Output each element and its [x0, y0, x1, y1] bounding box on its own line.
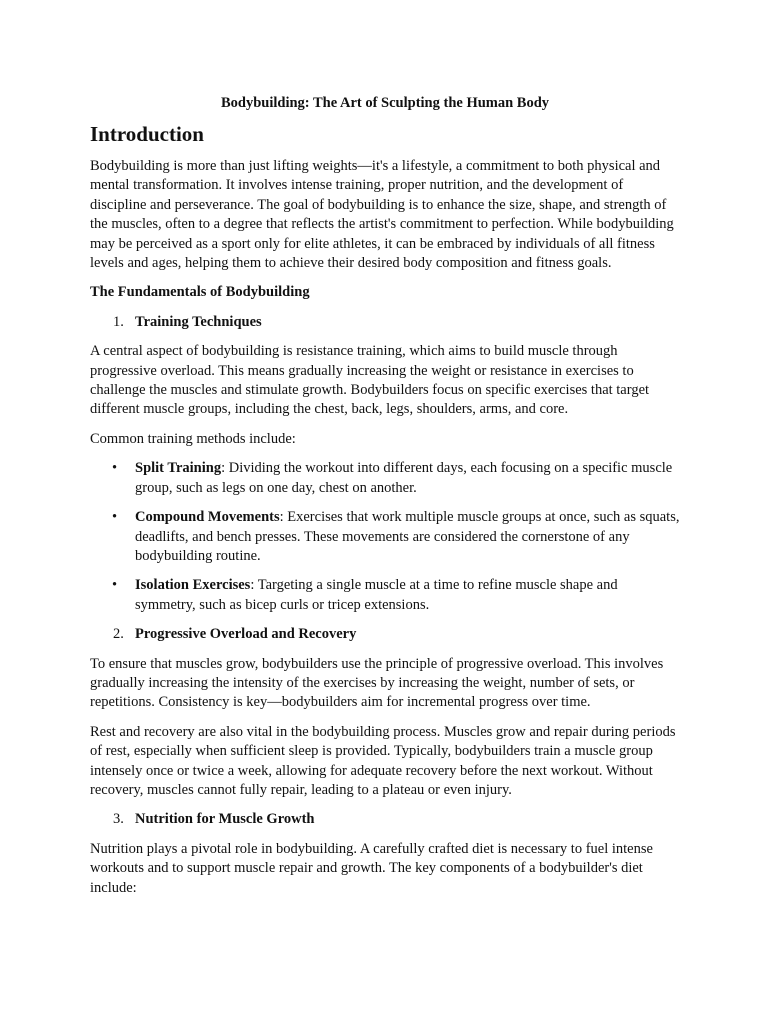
fundamentals-heading: The Fundamentals of Bodybuilding	[90, 284, 310, 301]
section-1-paragraph-2: Common training methods include:	[90, 430, 296, 447]
section-3-number: 3.	[113, 811, 124, 828]
section-3-paragraph-1: Nutrition plays a pivotal role in bodybuilding. A carefully crafted diet is necessary to fuel intense workouts and to support muscle repair and growth. The key components of a bodybuilder's diet include:	[90, 840, 653, 896]
list-item-term: Compound Movements	[135, 509, 280, 526]
bullet-icon: •	[112, 460, 118, 477]
list-item-term: Split Training	[135, 460, 222, 477]
list-item	[90, 459, 680, 498]
list-item-text: : Exercises that work multiple muscle groups at once, such as squats, deadlifts, and bench presses. These movements are considered the cornerstone of any bodybuilding routine.	[135, 509, 680, 564]
bullet-icon: •	[112, 509, 118, 526]
document-page	[90, 94, 680, 908]
section-2-paragraph-1: To ensure that muscles grow, bodybuilders use the principle of progressive overload. This involves gradually increasing the intensity of the exercises by increasing the weight, number of sets, or repetitions. Consistency is key—bodybuilders aim for incremental progress over time.	[90, 655, 664, 711]
list-item-text: : Dividing the workout into different days, each focusing on a specific muscle group, such as legs on one day, chest on another.	[135, 460, 673, 496]
list-item	[90, 508, 680, 566]
section-1-paragraph-1: A central aspect of bodybuilding is resistance training, which aims to build muscle through progressive overload. This means gradually increasing the weight or resistance in exercises to challenge the muscles and stimulate growth. Bodybuilders focus on specific exercises that target different muscle groups, including the chest, back, legs, shoulders, arms, and core.	[90, 343, 650, 418]
document-title: Bodybuilding: The Art of Sculpting the Human Body	[220, 95, 550, 111]
list-item-text: : Targeting a single muscle at a time to refine muscle shape and symmetry, such as bicep curls or tricep extensions.	[135, 577, 618, 613]
section-1-heading	[90, 313, 680, 332]
training-methods-list	[90, 459, 680, 615]
introduction-heading: Introduction	[90, 122, 204, 146]
section-1-number: 1.	[113, 313, 124, 330]
section-3-title: Nutrition for Muscle Growth	[135, 811, 315, 828]
section-2-number: 2.	[113, 626, 124, 643]
section-2-title: Progressive Overload and Recovery	[135, 626, 357, 643]
section-2-paragraph-2: Rest and recovery are also vital in the bodybuilding process. Muscles grow and repair during periods of rest, especially when sufficient sleep is provided. Typically, bodybuilders train a muscle group intensely once or twice a week, allowing for adequate recovery before the next workout. Without recovery, muscles cannot fully repair, leading to a plateau or even injury.	[90, 723, 676, 798]
introduction-paragraph: Bodybuilding is more than just lifting weights—it's a lifestyle, a commitment to both physical and mental transformation. It involves intense training, proper nutrition, and the development of discipline and perseverance. The goal of bodybuilding is to enhance the size, shape, and strength of the muscles, often to a degree that reflects the artist's commitment to perfection. While bodybuilding may be perceived as a sport only for elite athletes, it can be embraced by individuals of all fitness levels and ages, helping them to achieve their desired body composition and fitness goals.	[90, 158, 674, 272]
section-1-title: Training Techniques	[135, 313, 262, 330]
bullet-icon: •	[112, 577, 118, 594]
list-item	[90, 576, 680, 615]
list-item-term: Isolation Exercises	[135, 577, 251, 594]
section-2-heading	[90, 625, 680, 644]
section-3-heading	[90, 810, 680, 829]
